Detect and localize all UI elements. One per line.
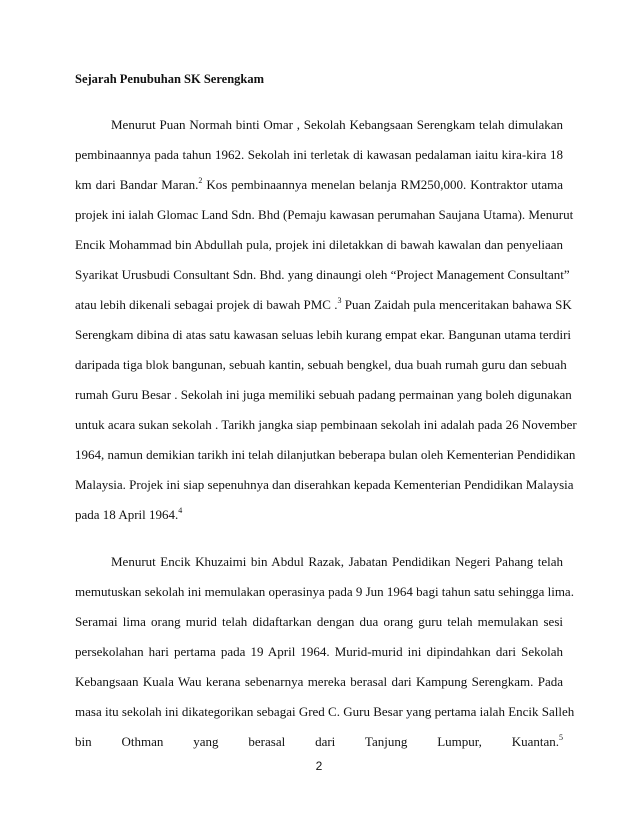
paragraph-1-line-14 xyxy=(75,507,563,523)
footnote-ref-2: 2 xyxy=(198,176,203,185)
footnote-ref-5: 5 xyxy=(559,733,563,742)
paragraph-1-line-10: rumah Guru Besar . Sekolah ini juga memiliki sebuah padang permainan yang boleh digunakan xyxy=(75,387,572,402)
paragraph-1-line-6: Syarikat Urusbudi Consultant Sdn. Bhd. yang dinaungi oleh “Project Management Consultant” xyxy=(75,267,570,282)
paragraph-2-line-4: persekolahan hari pertama pada 19 April 1964. Murid-murid ini dipindahkan dari Sekolah xyxy=(75,644,563,659)
paragraph-1-line-5: Encik Mohammad bin Abdullah pula, projek ini diletakkan di bawah kawalan dan penyeliaan xyxy=(75,237,563,252)
paragraph-2-line-5: Kebangsaan Kuala Wau kerana sebenarnya mereka berasal dari Kampung Serengkam. Pada xyxy=(75,674,563,689)
paragraph-2-line-1: Menurut Encik Khuzaimi bin Abdul Razak, Jabatan Pendidikan Negeri Pahang telah xyxy=(111,554,563,569)
paragraph-2-line-3: Seramai lima orang murid telah didaftarkan dengan dua orang guru telah memulakan sesi xyxy=(75,614,563,629)
paragraph-1-line-9: daripada tiga blok bangunan, sebuah kantin, sebuah bengkel, dua buah rumah guru dan sebuah xyxy=(75,357,567,372)
paragraph-2-line-7-text: bin Othman yang berasal dari Tanjung Lumpur, Kuantan. xyxy=(75,734,559,749)
paragraph-2-line-6: masa itu sekolah ini dikategorikan sebagai Gred C. Guru Besar yang pertama ialah Encik Salleh xyxy=(75,704,575,719)
paragraph-1-line-12: 1964, namun demikian tarikh ini telah dilanjutkan beberapa bulan oleh Kementerian Pendidikan xyxy=(75,447,576,462)
paragraph-1-line-1: Menurut Puan Normah binti Omar , Sekolah Kebangsaan Serengkam telah dimulakan xyxy=(111,117,563,132)
page-number: 2 xyxy=(315,759,323,773)
paragraph-2-line-7 xyxy=(75,734,563,750)
paragraph-1-line-4: projek ini ialah Glomac Land Sdn. Bhd (Pemaju kawasan perumahan Saujana Utama). Menurut xyxy=(75,207,574,222)
paragraph-1-line-7-part-2: Puan Zaidah pula menceritakan bahawa SK xyxy=(344,297,572,312)
paragraph-1-line-14-text: pada 18 April 1964. xyxy=(75,507,179,522)
paragraph-2-line-2: memutuskan sekolah ini memulakan operasinya pada 9 Jun 1964 bagi tahun satu sehingga lima. xyxy=(75,584,574,599)
paragraph-1-line-2: pembinaannya pada tahun 1962. Sekolah ini terletak di kawasan pedalaman iaitu kira-kira 18 xyxy=(75,147,563,162)
paragraph-1-line-3 xyxy=(75,177,563,193)
paragraph-1-line-7-part-1: atau lebih dikenali sebagai projek di bawah PMC . xyxy=(75,297,338,312)
paragraph-1-line-13: Malaysia. Projek ini siap sepenuhnya dan diserahkan kepada Kementerian Pendidikan Malaysia xyxy=(75,477,574,492)
footnote-ref-4: 4 xyxy=(178,506,183,515)
paragraph-1-line-3-part-2: Kos pembinaannya menelan belanja RM250,000. Kontraktor utama xyxy=(206,177,563,192)
paragraph-1-line-7 xyxy=(75,296,572,313)
paragraph-1-line-3-part-1: km dari Bandar Maran. xyxy=(75,177,199,192)
paragraph-1-line-11: untuk acara sukan sekolah . Tarikh jangka siap pembinaan sekolah ini adalah pada 26 November xyxy=(75,417,577,432)
paragraph-1-line-8: Serengkam dibina di atas satu kawasan seluas lebih kurang empat ekar. Bangunan utama terdiri xyxy=(75,327,572,342)
section-heading: Sejarah Penubuhan SK Serengkam xyxy=(75,72,265,86)
footnote-ref-3: 3 xyxy=(337,296,342,305)
